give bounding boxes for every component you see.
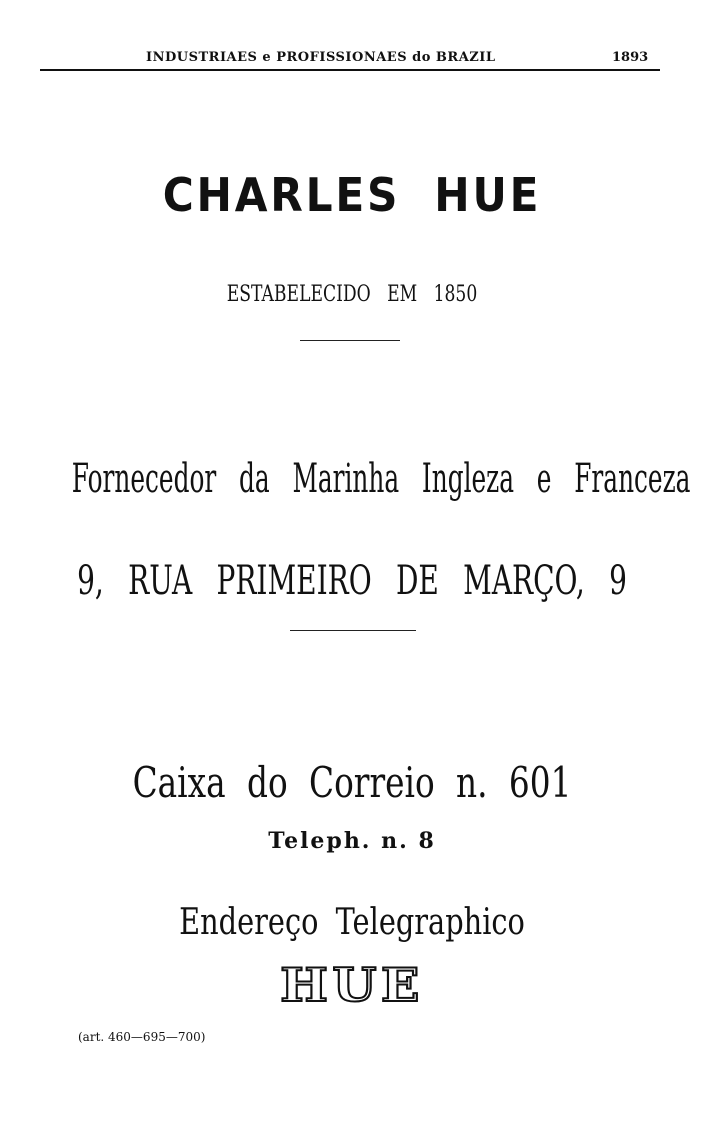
company-name: CHARLES HUE xyxy=(162,168,542,222)
supplier-line: Fornecedor da Marinha Ingleza e Franceza xyxy=(71,456,691,502)
telegraph-label: Endereço Telegraphico xyxy=(179,902,525,943)
divider-rule xyxy=(300,340,400,341)
po-box: Caixa do Correio n. 601 xyxy=(132,758,572,807)
page-year: 1893 xyxy=(612,50,649,65)
divider-rule xyxy=(290,630,416,631)
telephone-number: Teleph. n. 8 xyxy=(268,828,436,854)
article-reference: (art. 460—695—700) xyxy=(78,1030,206,1044)
established-line: ESTABELECIDO EM 1850 xyxy=(226,282,478,307)
street-address: 9, RUA PRIMEIRO DE MARÇO, 9 xyxy=(77,558,627,604)
telegraph-code: HUE xyxy=(280,958,424,1012)
running-title: INDUSTRIAES e PROFISSIONAES do BRAZIL xyxy=(146,50,496,65)
header-rule xyxy=(40,69,660,71)
